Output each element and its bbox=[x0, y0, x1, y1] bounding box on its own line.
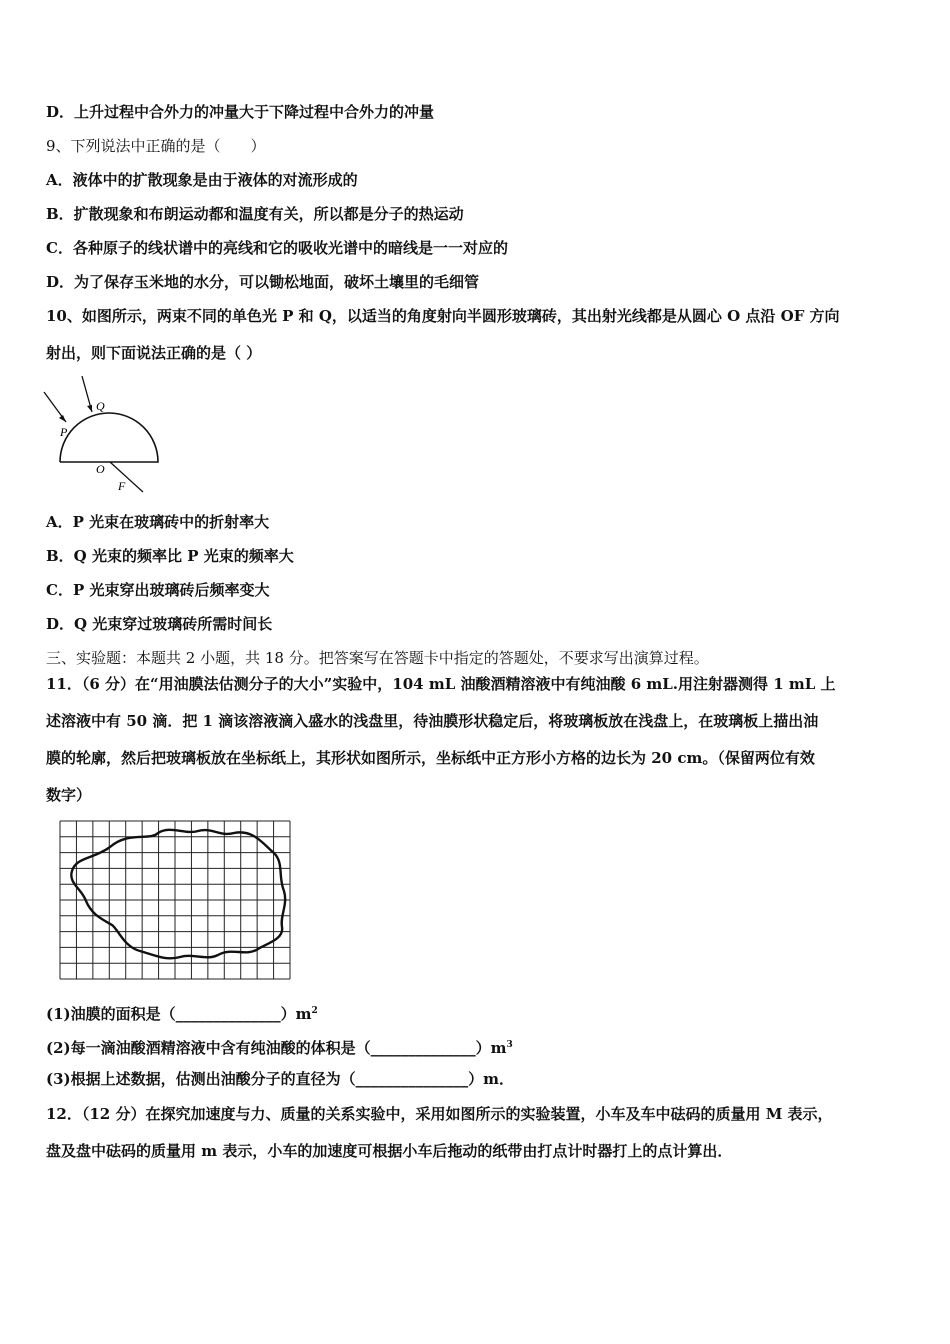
label-p: P bbox=[60, 425, 68, 439]
q10-option-d: D．Q 光束穿过玻璃砖所需时间长 bbox=[46, 615, 273, 633]
q11-line1: 11．（6 分）在“用油膜法估测分子的大小”实验中，104 mL 油酸酒精溶液中有纯油酸 6 mL.用注射器测得 1 mL 上 bbox=[46, 675, 836, 693]
ray-p-arrow bbox=[59, 415, 66, 422]
q10-option-a: A．P 光束在玻璃砖中的折射率大 bbox=[46, 513, 270, 531]
q11-line2: 述溶液中有 50 滴．把 1 滴该溶液滴入盛水的浅盘里，待油膜形状稳定后，将玻璃板放在浅盘上，在玻璃板上描出油 bbox=[46, 712, 819, 730]
q12-line2: 盘及盘中砝码的质量用 m 表示，小车的加速度可根据小车后拖动的纸带由打点计时器打上的点计算出． bbox=[46, 1142, 733, 1160]
ray-q-arrow bbox=[87, 405, 92, 412]
q10-stem-line2: 射出，则下面说法正确的是（ ） bbox=[46, 344, 262, 362]
ray-of bbox=[110, 462, 143, 492]
q9-stem: 9、下列说法中正确的是（ ） bbox=[46, 137, 266, 155]
q9-option-a: A．液体中的扩散现象是由于液体的对流形成的 bbox=[46, 171, 358, 189]
q11-sub2: (2)每一滴油酸酒精溶液中含有纯油酸的体积是$(\_\_\_\_\_\_\_\_\_\_\_\_\_\_)m^3$ bbox=[46, 1039, 513, 1057]
label-f: F bbox=[118, 479, 126, 493]
q9-option-d: D．为了保存玉米地的水分，可以锄松地面，破坏土壤里的毛细管 bbox=[46, 273, 480, 291]
semicircle-outline bbox=[60, 413, 158, 462]
q12-line1: 12．（12 分）在探究加速度与力、质量的关系实验中，采用如图所示的实验装置，小车及车中砝码的质量用 M 表示， bbox=[46, 1105, 833, 1123]
q11-sub1: (1)油膜的面积是$(\_\_\_\_\_\_\_\_\_\_\_\_\_\_)m^2$ bbox=[46, 1005, 318, 1023]
section-3-heading: 三、实验题：本题共 2 小题，共 18 分。把答案写在答题卡中指定的答题处，不要求写出演算过程。 bbox=[46, 649, 709, 667]
q9-option-c: C．各种原子的线状谱中的亮线和它的吸收光谱中的暗线是一一对应的 bbox=[46, 239, 508, 257]
label-o: O bbox=[96, 462, 105, 476]
oil-film-outline bbox=[71, 830, 285, 959]
semicircle-glass-figure bbox=[40, 372, 170, 494]
q11-line4: 数字） bbox=[46, 786, 92, 804]
q10-option-b: B．Q 光束的频率比 P 光束的频率大 bbox=[46, 547, 294, 565]
q10-stem-line1: 10、如图所示，两束不同的单色光 P 和 Q，以适当的角度射向半圆形玻璃砖，其出射光线都是从圆心 O 点沿 OF 方向 bbox=[46, 307, 840, 325]
grid-lines bbox=[60, 821, 290, 979]
oil-film-grid-figure bbox=[58, 819, 292, 981]
q11-sub3: (3)根据上述数据，估测出油酸分子的直径为（_______________）m． bbox=[46, 1070, 515, 1088]
label-q: Q bbox=[96, 399, 105, 413]
q10-option-c: C．P 光束穿出玻璃砖后频率变大 bbox=[46, 581, 270, 599]
q8-option-d: D．上升过程中合外力的冲量大于下降过程中合外力的冲量 bbox=[46, 103, 435, 121]
q11-line3: 膜的轮廓，然后把玻璃板放在坐标纸上，其形状如图所示，坐标纸中正方形小方格的边长为 20 cm。（保留两位有效 bbox=[46, 749, 815, 767]
q9-option-b: B．扩散现象和布朗运动都和温度有关，所以都是分子的热运动 bbox=[46, 205, 464, 223]
